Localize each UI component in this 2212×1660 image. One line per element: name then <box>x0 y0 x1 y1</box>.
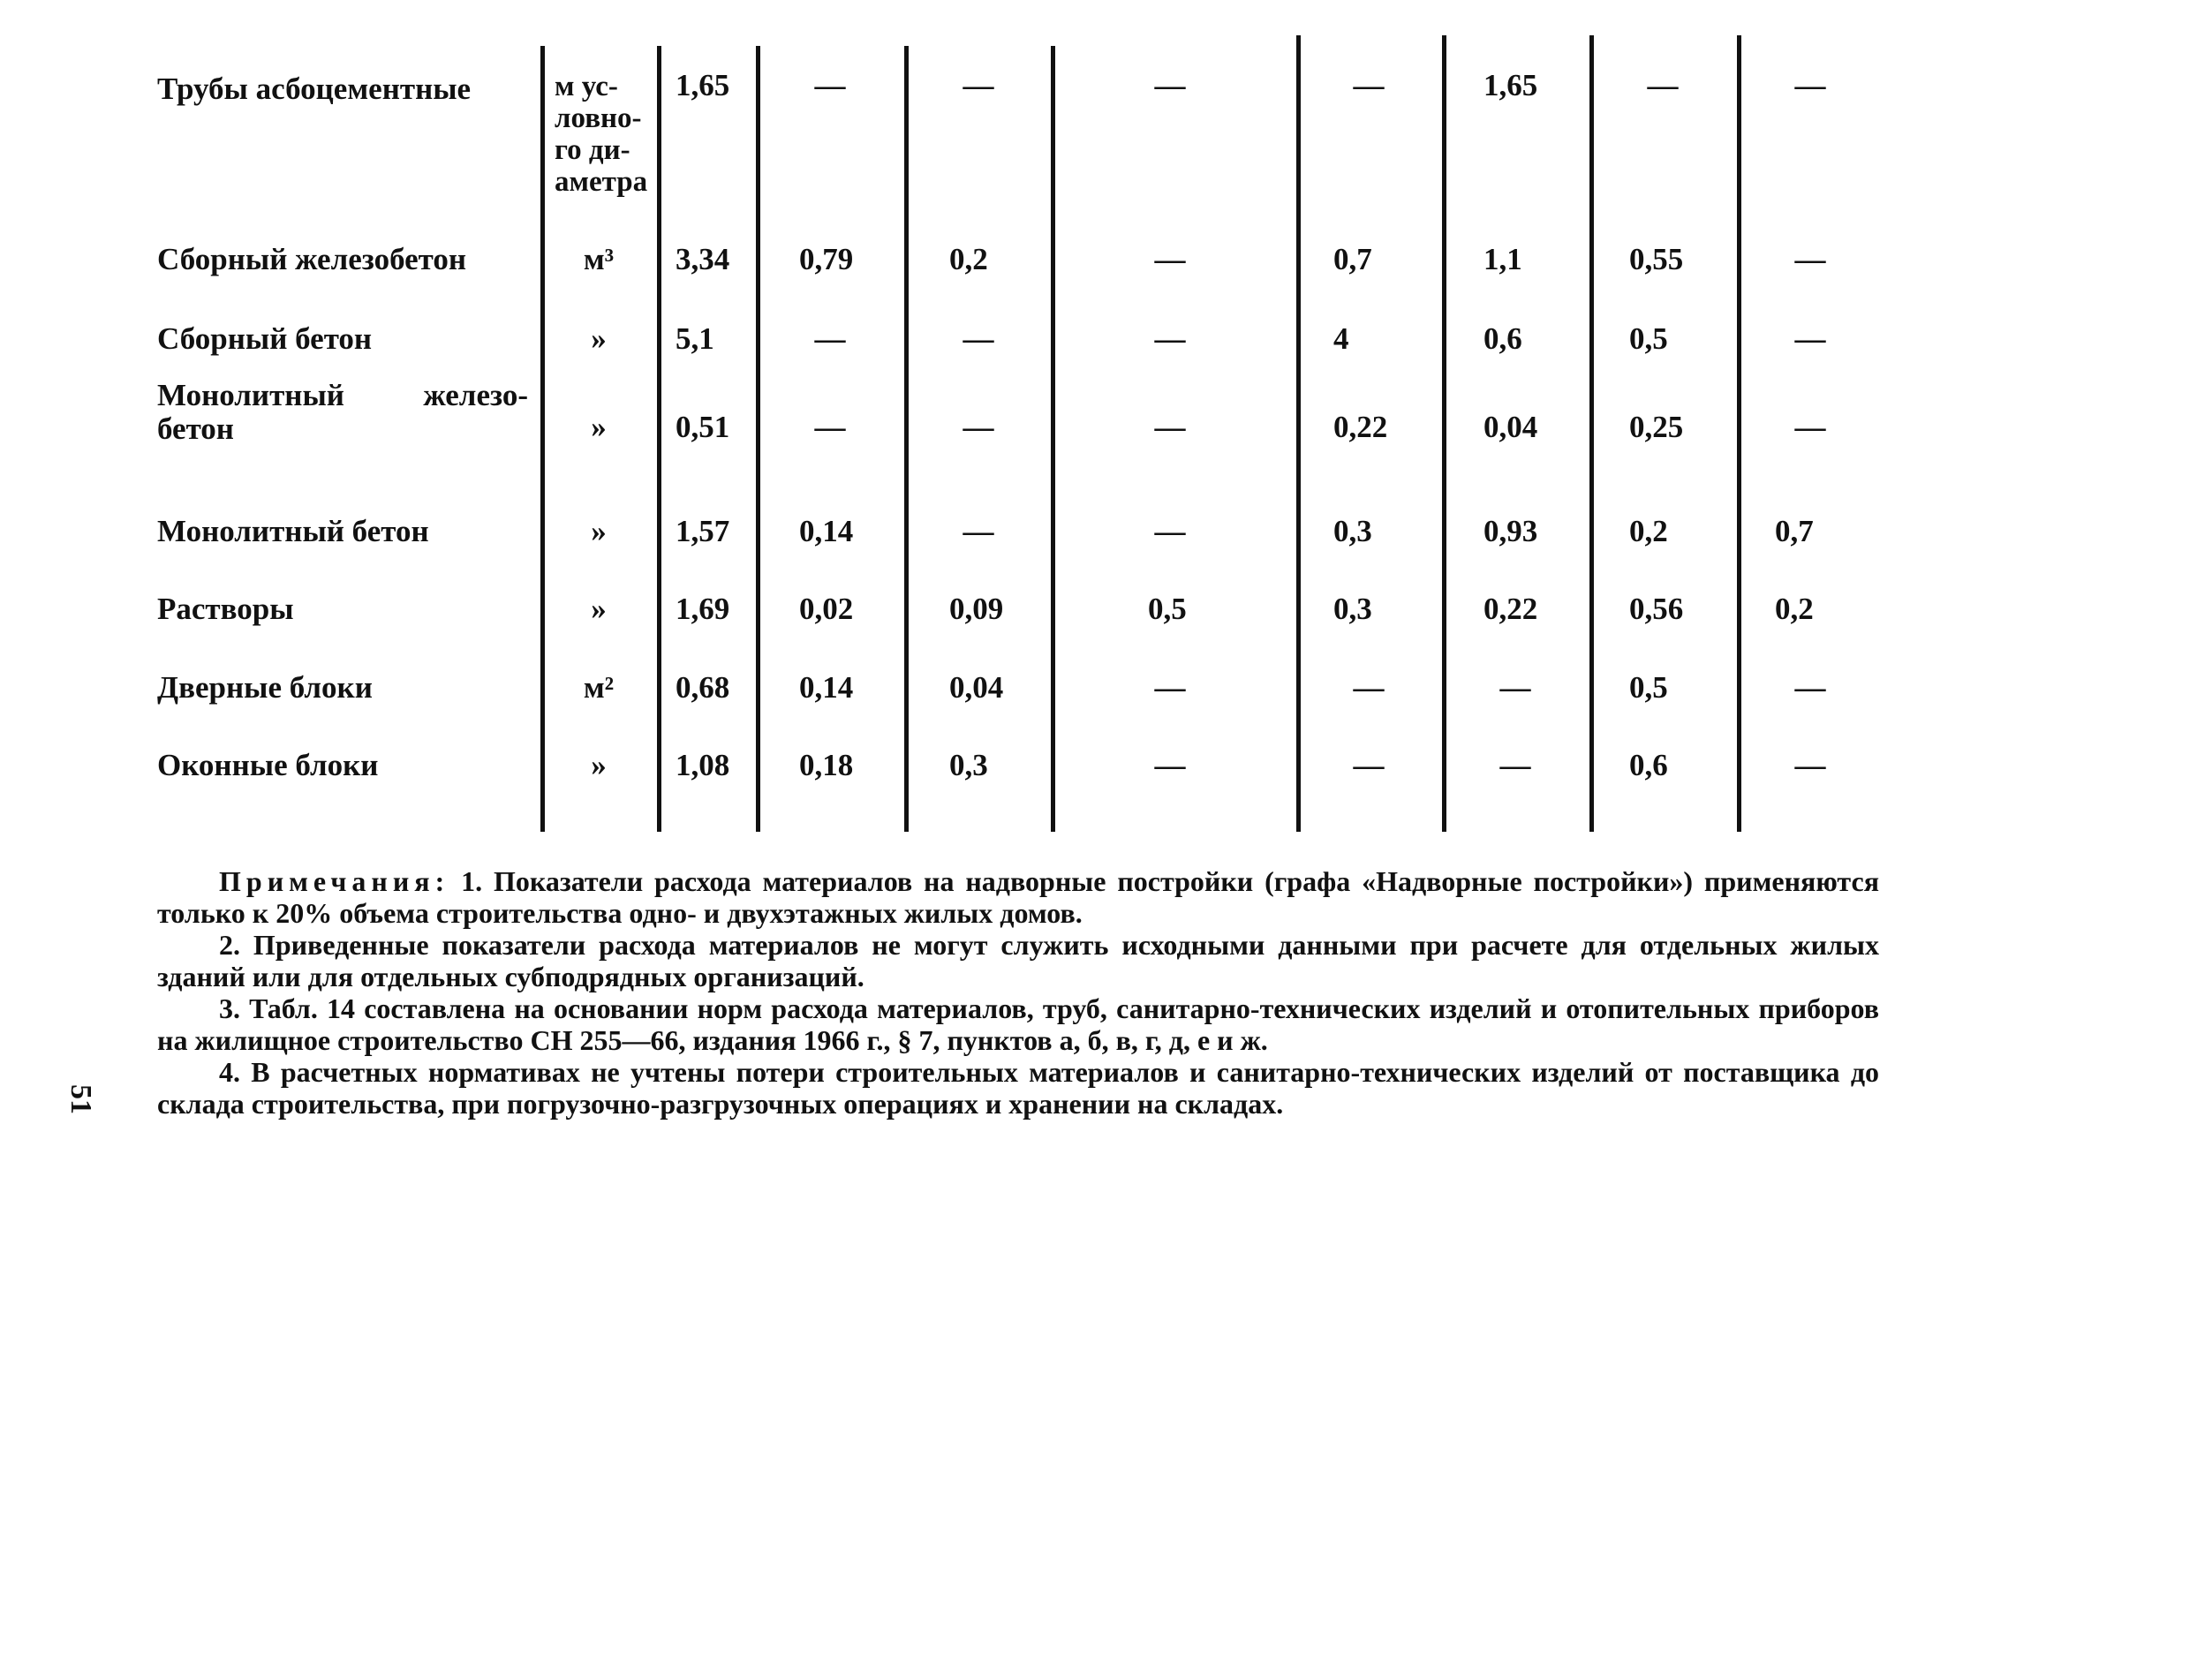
table-cell: 1,65 <box>676 68 730 102</box>
table-cell: — <box>814 321 846 356</box>
row-name-line: Монолитный железо- <box>157 378 528 412</box>
table-cell: 0,2 <box>949 242 988 276</box>
table-cell: — <box>1353 68 1385 102</box>
row-unit: м³ <box>583 242 615 276</box>
page-number: 51 <box>64 1084 97 1114</box>
table-cell: 1,69 <box>676 592 730 626</box>
column-rule <box>1589 35 1594 832</box>
row-name: Монолитный бетон <box>157 514 429 548</box>
table-cell: 0,55 <box>1629 242 1684 276</box>
table-cell: 0,2 <box>1775 592 1814 626</box>
table-cell: 1,08 <box>676 748 730 782</box>
table-cell: — <box>814 68 846 102</box>
table-cell: 1,57 <box>676 514 730 548</box>
row-unit-line: го ди- <box>555 134 630 166</box>
table-cell: — <box>1154 670 1186 705</box>
table-cell: 0,3 <box>1333 514 1372 548</box>
table-cell: 0,7 <box>1775 514 1814 548</box>
note-4: 4. В расчетных нормативах не учтены потери строительных материалов и санитарно-технических изделий от поставщика до склада строительства, при погрузочно-разгрузочных операциях и хранении на складах. <box>157 1056 1879 1120</box>
row-unit: м² <box>583 670 615 705</box>
column-rule <box>1296 35 1301 832</box>
table-cell: — <box>1794 321 1826 356</box>
table-cell: — <box>963 321 994 356</box>
table-cell: 0,79 <box>799 242 854 276</box>
table-cell: — <box>1794 748 1826 782</box>
column-rule <box>904 46 909 832</box>
table-cell: — <box>1499 748 1531 782</box>
table-cell: — <box>1794 242 1826 276</box>
row-unit-line: ловно- <box>555 102 642 134</box>
table-cell: — <box>1154 321 1186 356</box>
table-cell: 0,5 <box>1629 670 1668 705</box>
table-cell: 0,02 <box>799 592 854 626</box>
column-rule <box>1737 35 1741 832</box>
table-cell: 3,34 <box>676 242 730 276</box>
table-cell: 0,51 <box>676 410 730 444</box>
row-name: Сборный железобетон <box>157 242 467 276</box>
row-name: Сборный бетон <box>157 321 373 356</box>
table-cell: 0,3 <box>1333 592 1372 626</box>
table-cell: 0,56 <box>1629 592 1684 626</box>
table-cell: 5,1 <box>676 321 714 356</box>
table-cell: 0,09 <box>949 592 1004 626</box>
note-3: 3. Табл. 14 составлена на основании норм расхода материалов, труб, санитарно-технических изделий и отопительных приборов на жилищное строительство СН 255—66, издания 1966 г., § 7, пунктов а, б, в, г, д, е и ж. <box>157 992 1879 1056</box>
table-cell: 0,5 <box>1629 321 1668 356</box>
table-cell: 0,22 <box>1483 592 1538 626</box>
table-cell: 0,04 <box>1483 410 1538 444</box>
table-cell: — <box>814 410 846 444</box>
row-name: Трубы асбоцементные <box>157 72 472 106</box>
table-cell: — <box>1154 242 1186 276</box>
table-cell: — <box>1154 514 1186 548</box>
table-cell: 0,14 <box>799 514 854 548</box>
row-unit: » <box>591 321 607 356</box>
notes-heading: Примечания: <box>219 865 450 897</box>
row-unit-line: м ус- <box>555 71 618 102</box>
row-unit: » <box>591 514 607 548</box>
column-rule <box>1442 35 1446 832</box>
table-cell: 0,5 <box>1148 592 1187 626</box>
table-cell: — <box>1154 68 1186 102</box>
table-cell: — <box>1154 748 1186 782</box>
row-unit-line: аметра <box>555 166 648 198</box>
table-cell: — <box>963 410 994 444</box>
row-unit: » <box>591 748 607 782</box>
column-rule <box>1051 46 1055 832</box>
row-unit: » <box>591 410 607 444</box>
table-cell: 1,1 <box>1483 242 1522 276</box>
table-cell: — <box>963 68 994 102</box>
table-cell: — <box>1353 748 1385 782</box>
note-1 <box>157 865 1879 929</box>
table-cell: — <box>1647 68 1679 102</box>
row-unit <box>555 71 661 198</box>
row-name: Растворы <box>157 592 294 626</box>
row-name: Дверные блоки <box>157 670 373 705</box>
table-cell: 0,68 <box>676 670 730 705</box>
table-cell: 0,04 <box>949 670 1004 705</box>
notes-block <box>157 865 1879 1120</box>
column-rule <box>540 46 545 832</box>
table-cell: 0,93 <box>1483 514 1538 548</box>
table-cell: 1,65 <box>1483 68 1538 102</box>
table-cell: 0,25 <box>1629 410 1684 444</box>
table-cell: 0,6 <box>1629 748 1668 782</box>
table-cell: — <box>1794 410 1826 444</box>
table-cell: 0,3 <box>949 748 988 782</box>
table-cell: — <box>1794 68 1826 102</box>
table-cell: 0,6 <box>1483 321 1522 356</box>
table-cell: 4 <box>1333 321 1349 356</box>
table-cell: 0,7 <box>1333 242 1372 276</box>
row-name-line: бетон <box>157 411 234 446</box>
note-1-text: 1. Показатели расхода материалов на надворные постройки (графа «Надворные постройки») применяются только к 20% объема строительства одно- и двухэтажных жилых домов. <box>157 865 1880 929</box>
note-2: 2. Приведенные показатели расхода материалов не могут служить исходными данными при расчете для отдельных жилых зданий или для отдельных субподрядных организаций. <box>157 929 1879 992</box>
row-name <box>157 379 528 446</box>
column-rule <box>756 46 760 832</box>
table-cell: — <box>963 514 994 548</box>
table-cell: — <box>1154 410 1186 444</box>
table-cell: — <box>1353 670 1385 705</box>
table-cell: — <box>1499 670 1531 705</box>
table-cell: 0,2 <box>1629 514 1668 548</box>
table-cell: 0,14 <box>799 670 854 705</box>
table-cell: 0,18 <box>799 748 854 782</box>
table-cell: — <box>1794 670 1826 705</box>
row-name: Оконные блоки <box>157 748 379 782</box>
row-unit: » <box>591 592 607 626</box>
table-cell: 0,22 <box>1333 410 1388 444</box>
